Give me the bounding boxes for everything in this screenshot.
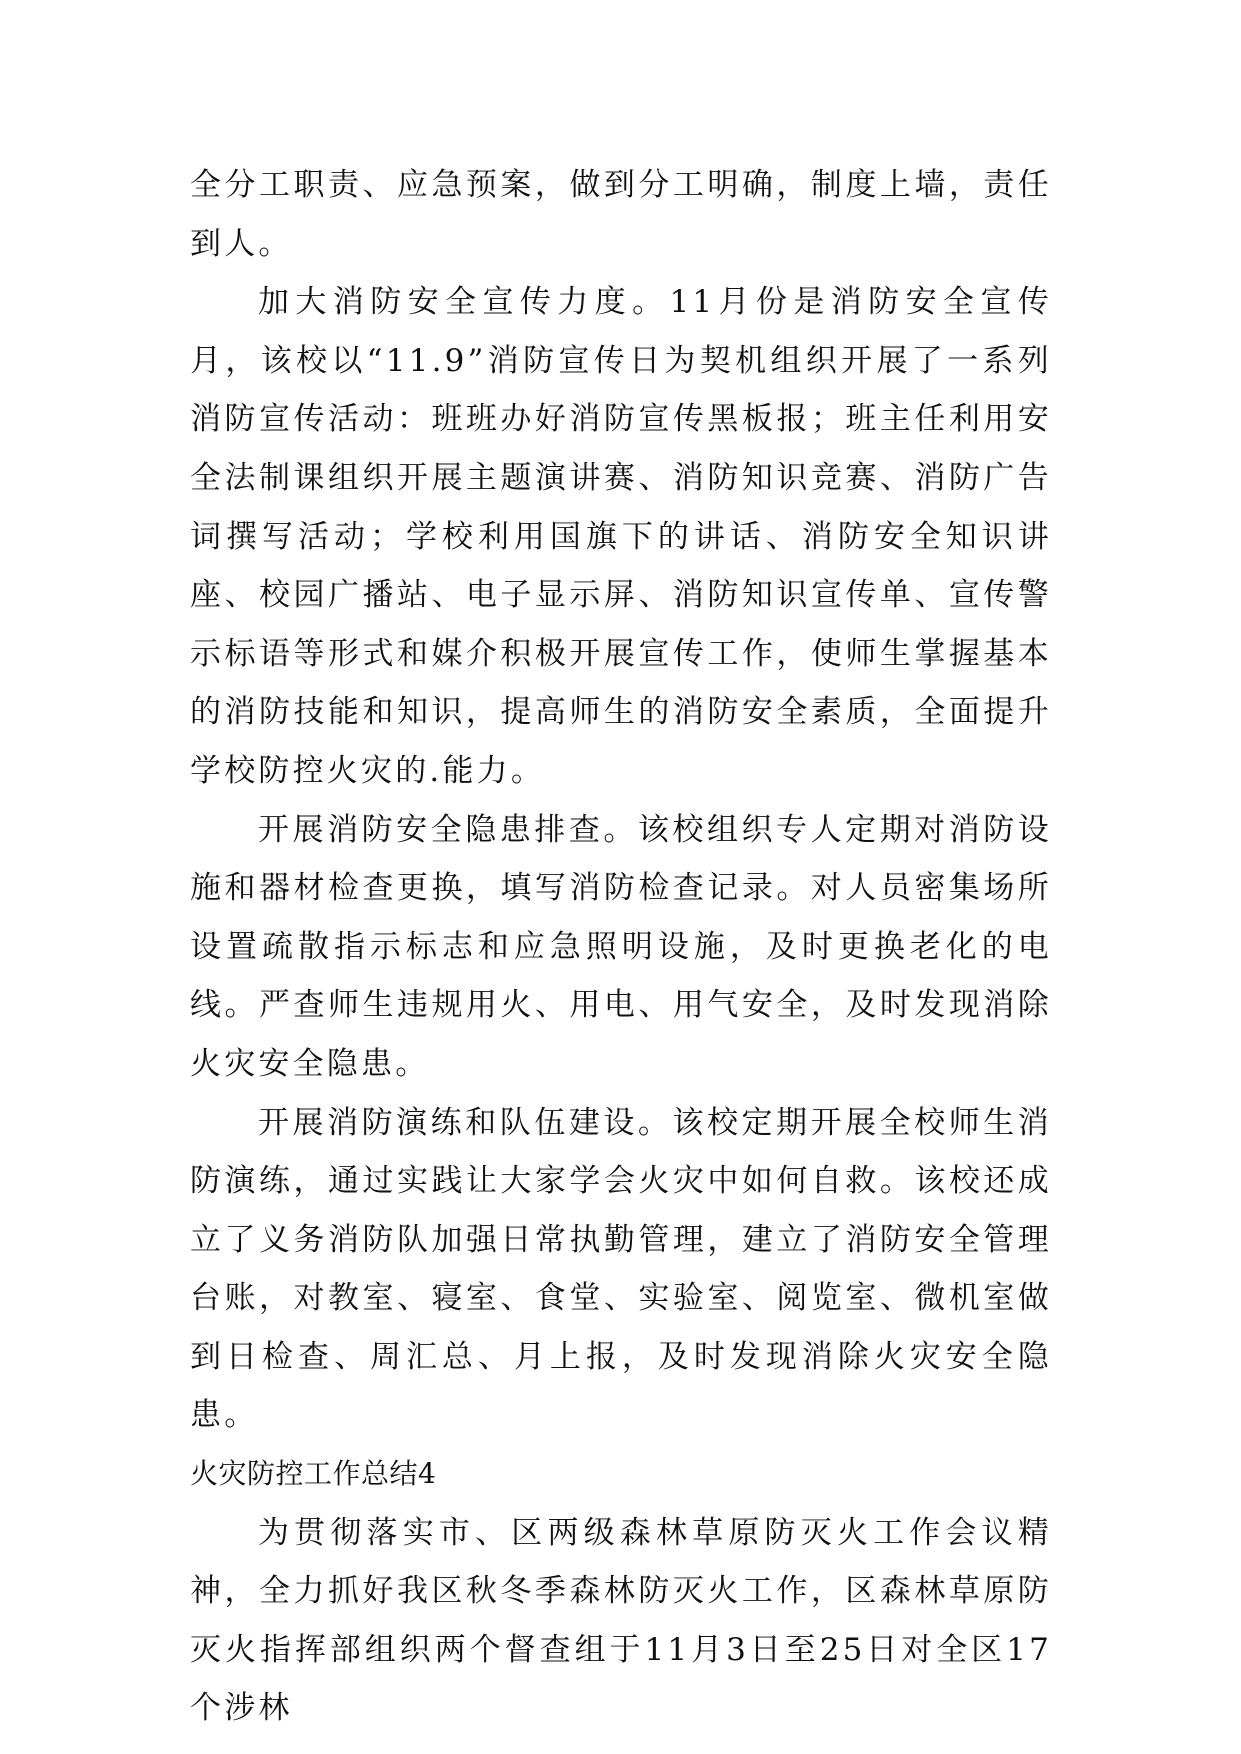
paragraph-forest-fire-prevention: 为贯彻落实市、区两级森林草原防灭火工作会议精神，全力抓好我区秋冬季森林防灭火工作，区森林草原防灭火指挥部组织两个督查组于11月3日至25日对全区17个涉林 (190, 1514, 1052, 1727)
paragraph-responsibilities: 全分工职责、应急预案，做到分工明确，制度上墙，责任到人。 (190, 167, 1052, 262)
paragraph-hazard-inspection: 开展消防安全隐患排查。该校组织专人定期对消防设施和器材检查更换，填写消防检查记录。对人员密集场所设置疏散指示标志和应急照明设施，及时更换老化的电线。严查师生违规用火、用电、用气安全，及时发现消除火灾安全隐患。 (190, 811, 1052, 1082)
document-body (190, 156, 1052, 1738)
section-heading: 火灾防控工作总结4 (190, 1457, 437, 1491)
paragraph-publicity: 加大消防安全宣传力度。11月份是消防安全宣传月，该校以“11.9”消防宣传日为契机组织开展了一系列消防宣传活动：班班办好消防宣传黑板报；班主任利用安全法制课组织开展主题演讲赛、消防知识竞赛、消防广告词撰写活动；学校利用国旗下的讲话、消防安全知识讲座、校园广播站、电子显示屏、消防知识宣传单、宣传警示标语等形式和媒介积极开展宣传工作，使师生掌握基本的消防技能和知识，提高师生的消防安全素质，全面提升学校防控火灾的.能力。 (190, 284, 1052, 789)
paragraph-drills-and-team: 开展消防演练和队伍建设。该校定期开展全校师生消防演练，通过实践让大家学会火灾中如何自救。该校还成立了义务消防队加强日常执勤管理，建立了消防安全管理台账，对教室、寝室、食堂、实验室、阅览室、微机室做到日检查、周汇总、月上报，及时发现消除火灾安全隐患。 (190, 1104, 1052, 1434)
